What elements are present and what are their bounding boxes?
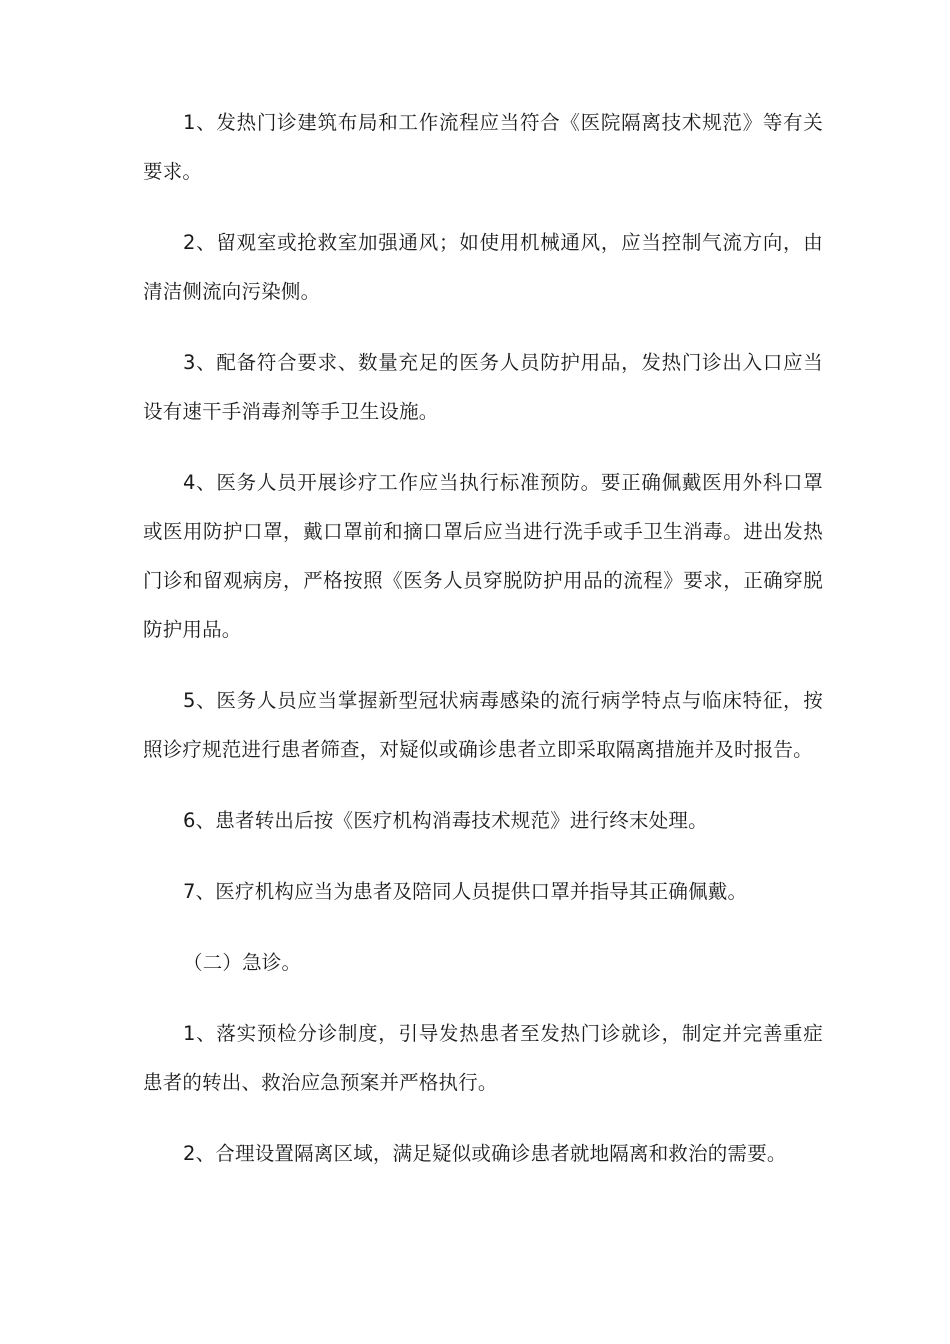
paragraph-5: 5、医务人员应当掌握新型冠状病毒感染的流行病学特点与临床特征，按照诊疗规范进行患者筛查，对疑似或确诊患者立即采取隔离措施并及时报告。 <box>143 689 823 761</box>
paragraph-3: 3、配备符合要求、数量充足的医务人员防护用品，发热门诊出入口应当设有速干手消毒剂等手卫生设施。 <box>143 351 823 423</box>
section-heading-emergency: （二）急诊。 <box>183 951 302 974</box>
paragraph-7: 7、医疗机构应当为患者及陪同人员提供口罩并指导其正确佩戴。 <box>183 880 748 903</box>
paragraph-1: 1、发热门诊建筑布局和工作流程应当符合《医院隔离技术规范》等有关要求。 <box>143 111 823 183</box>
paragraph-6: 6、患者转出后按《医疗机构消毒技术规范》进行终末处理。 <box>183 809 708 832</box>
paragraph-emergency-1: 1、落实预检分诊制度，引导发热患者至发热门诊就诊，制定并完善重症患者的转出、救治应急预案并严格执行。 <box>143 1022 823 1094</box>
paragraph-4: 4、医务人员开展诊疗工作应当执行标准预防。要正确佩戴医用外科口罩或医用防护口罩，戴口罩前和摘口罩后应当进行洗手或手卫生消毒。进出发热门诊和留观病房，严格按照《医务人员穿脱防护用品的流程》要求，正确穿脱防护用品。 <box>143 471 823 641</box>
document-body <box>143 98 823 1178</box>
paragraph-emergency-2: 2、合理设置隔离区域，满足疑似或确诊患者就地隔离和救治的需要。 <box>183 1142 787 1165</box>
paragraph-2: 2、留观室或抢救室加强通风；如使用机械通风，应当控制气流方向，由清洁侧流向污染侧。 <box>143 231 823 303</box>
